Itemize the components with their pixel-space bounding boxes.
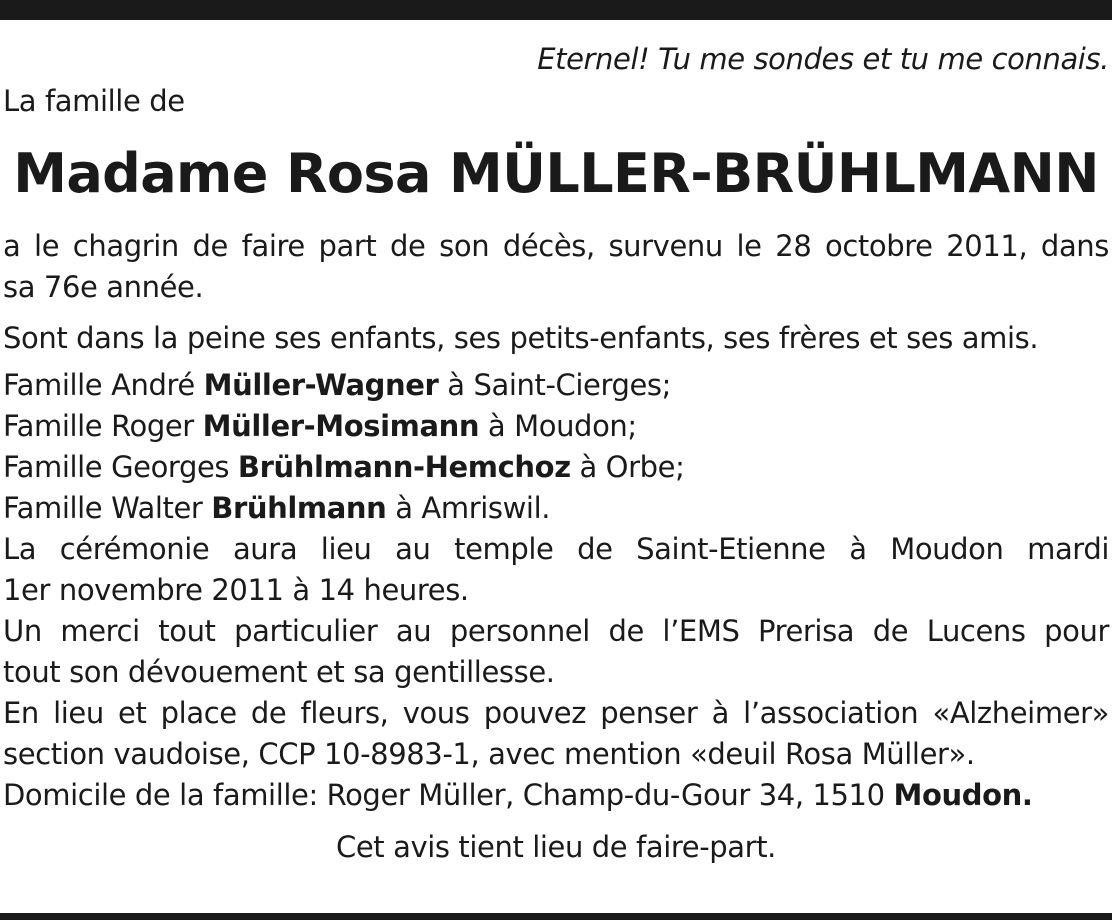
ceremony-line-1: La cérémonie aura lieu au temple de Saint-Etienne à Moudon mardi: [3, 532, 1109, 566]
domicile-town: Moudon.: [893, 778, 1033, 812]
top-rule: [0, 0, 1112, 20]
closing-text: Cet avis tient lieu de faire-part.: [336, 830, 776, 864]
domicile-line: [3, 775, 1109, 816]
family-prefix: Famille André: [3, 368, 204, 402]
family-prefix: Famille Georges: [3, 450, 238, 484]
intro-text: La famille de: [3, 84, 185, 118]
bottom-rule: [0, 913, 1112, 920]
family-name: Müller-Mosimann: [202, 409, 480, 443]
family-name: Brühlmann: [211, 491, 387, 525]
ceremony-line-2: 1er novembre 2011 à 14 heures.: [3, 573, 469, 607]
announcement-line-1: a le chagrin de faire part de son décès, survenu le 28 octobre 2011, dans: [3, 229, 1109, 263]
family-prefix: Famille Walter: [3, 491, 212, 525]
thanks-line-1: Un merci tout particulier au personnel de l’EMS Prerisa de Lucens pour: [3, 614, 1109, 648]
family-location: à Amriswil.: [386, 491, 551, 525]
announcement-line-2: sa 76e année.: [3, 270, 204, 304]
family-line: [3, 406, 1109, 447]
obituary-notice: [3, 38, 1109, 868]
family-name: Brühlmann-Hemchoz: [237, 450, 571, 484]
mourners-text: Sont dans la peine ses enfants, ses petits-enfants, ses frères et ses amis.: [3, 321, 1039, 355]
family-location: à Saint-Cierges;: [438, 368, 672, 402]
family-location: à Orbe;: [570, 450, 685, 484]
family-prefix: Famille Roger: [3, 409, 203, 443]
family-line: [3, 488, 1109, 529]
deceased-name: Madame Rosa MÜLLER-BRÜHLMANN: [13, 142, 1099, 205]
family-line: [3, 365, 1109, 406]
domicile-address: Domicile de la famille: Roger Müller, Champ-du-Gour 34, 1510: [3, 778, 894, 812]
donation-line-1: En lieu et place de fleurs, vous pouvez penser à l’association «Alzheimer»: [3, 696, 1109, 730]
thanks-line-2: tout son dévouement et sa gentillesse.: [3, 655, 555, 689]
spacer: [3, 308, 1109, 318]
epigraph: Eternel! Tu me sondes et tu me connais.: [537, 42, 1109, 76]
donation-line-2: section vaudoise, CCP 10-8983-1, avec mention «deuil Rosa Müller».: [3, 737, 975, 771]
family-name: Müller-Wagner: [203, 368, 439, 402]
family-line: [3, 447, 1109, 488]
family-location: à Moudon;: [479, 409, 637, 443]
